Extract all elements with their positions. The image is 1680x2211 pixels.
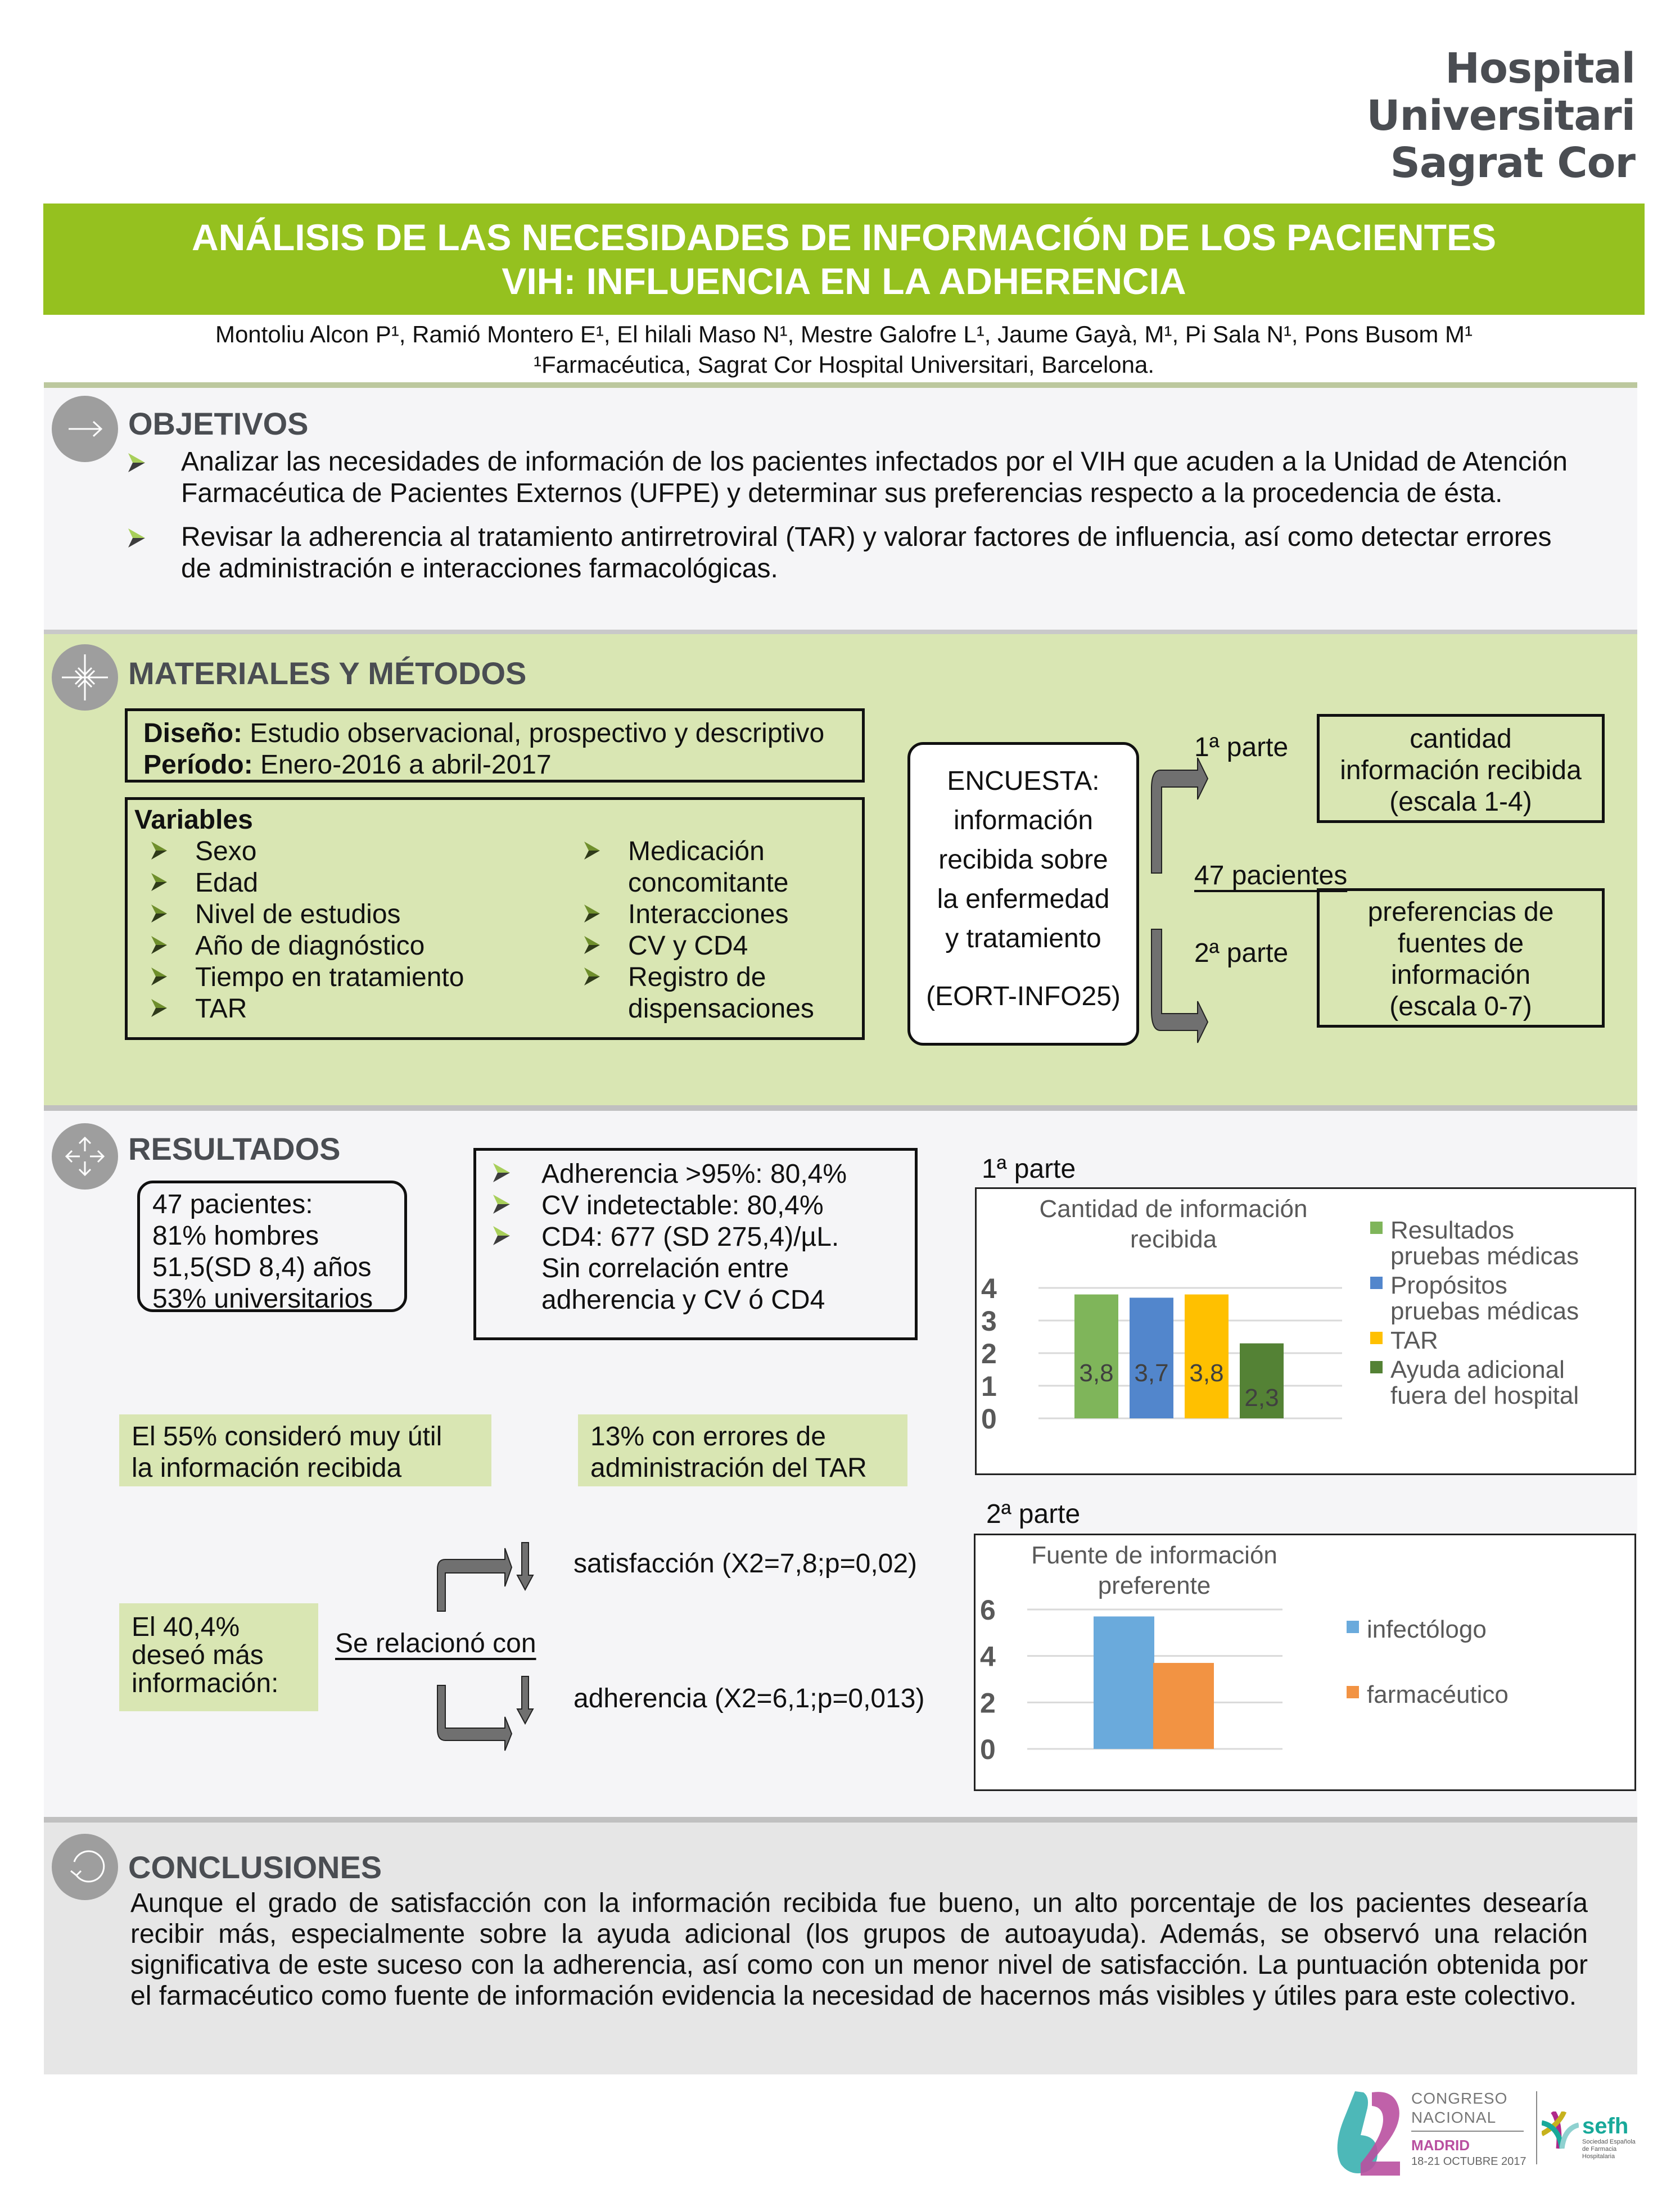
legend-label: pruebas médicas (1390, 1242, 1579, 1270)
periodo-label: Período: (143, 750, 253, 780)
y-tick-label: 0 (981, 1403, 997, 1435)
y-tick-label: 6 (980, 1594, 996, 1626)
deseo-box (119, 1603, 318, 1711)
deseo-line: deseó más (132, 1640, 264, 1670)
bullet-arrow-icon (151, 967, 167, 985)
demo-line: 53% universitarios (152, 1284, 373, 1314)
bullet-arrow-icon (151, 936, 167, 954)
data-label: 3,8 (1189, 1359, 1224, 1387)
y-tick-label: 4 (981, 1273, 997, 1304)
encuesta-box (907, 742, 1139, 1046)
section-resultados (44, 1105, 1637, 1817)
legend-label: pruebas médicas (1390, 1297, 1579, 1325)
box-line: cantidad (1410, 724, 1512, 754)
section-title: MATERIALES Y MÉTODOS (128, 655, 527, 691)
sefh-subtitle (1582, 2138, 1647, 2160)
objetivos-list (128, 446, 1568, 585)
y-tick-label: 2 (981, 1338, 997, 1369)
logo-divider (1536, 2091, 1537, 2164)
box-line: información (1390, 960, 1531, 990)
variable-label: Sexo (195, 837, 257, 866)
box-line: fuentes de (1397, 929, 1524, 958)
encuesta-line: la enfermedad (937, 884, 1110, 914)
y-tick-label: 3 (981, 1305, 997, 1337)
variable-label: Año de diagnóstico (195, 931, 425, 961)
objetivo-text: Analizar las necesidades de información de los pacientes infectados por el VIH que acuden a la Unidad de Atención Farmacéutica de Pacientes Externos (UFPE) y determinar sus preferencias respecto a la procedencia de ésta. (181, 447, 1568, 508)
bullet-arrow-icon (493, 1195, 510, 1214)
bullet-arrow-icon (151, 999, 167, 1017)
authors: Montoliu Alcon P¹, Ramió Montero E¹, El hilali Maso N¹, Mestre Galofre L¹, Jaume Gayà, M¹, Pi Sala N¹, Pons Busom M¹ (215, 321, 1473, 347)
clinical-item (493, 1190, 898, 1222)
legend-swatch (1347, 1686, 1359, 1698)
encuesta-line: información (953, 806, 1094, 835)
bullet-arrow-icon (128, 453, 145, 472)
variable-label: Edad (195, 868, 259, 898)
bullet-arrow-icon (584, 905, 600, 923)
diseno-value: Estudio observacional, prospectivo y descriptivo (242, 718, 825, 748)
logo-line-2: Universitari (1366, 92, 1635, 140)
demo-line: 51,5(SD 8,4) años (152, 1253, 372, 1282)
util-line: la información recibida (132, 1453, 402, 1483)
legend-swatch (1370, 1361, 1383, 1373)
flow-arrows-icon (1146, 747, 1213, 1050)
variable-label: Interacciones (628, 899, 789, 929)
title-line-2: VIH: INFLUENCIA EN LA ADHERENCIA (502, 260, 1186, 302)
variable-item (151, 899, 584, 930)
chart1-svg (977, 1189, 1634, 1473)
sefh-logo-icon (1542, 2111, 1579, 2149)
congreso-divider (1411, 2131, 1524, 2132)
errores-line: administración del TAR (590, 1453, 867, 1483)
arrows-outward-icon (52, 1123, 118, 1190)
variables-box (125, 797, 865, 1040)
congreso-62-logo (1333, 2091, 1406, 2176)
chart-title-line: recibida (1130, 1226, 1217, 1253)
preferencias-box (1317, 888, 1605, 1028)
deseo-line: información: (132, 1669, 279, 1698)
chart2-svg (976, 1535, 1634, 1789)
variable-label: Registro de dispensaciones (628, 962, 814, 1024)
variable-item (151, 836, 584, 867)
data-label: 2,3 (1244, 1384, 1279, 1412)
box-line: preferencias de (1367, 897, 1554, 927)
encuesta-line: recibida sobre (938, 845, 1108, 875)
data-label: 3,7 (1134, 1359, 1169, 1387)
poster-title (43, 204, 1645, 315)
bar (1130, 1297, 1173, 1418)
deseo-line: El 40,4% (132, 1612, 240, 1642)
variables-right (584, 836, 848, 1025)
chart2-parte-label: 2ª parte (986, 1499, 1081, 1529)
congreso-text (1411, 2089, 1507, 2127)
chart-fuente (974, 1534, 1636, 1791)
bar (1185, 1295, 1229, 1418)
variable-label: TAR (195, 994, 247, 1024)
bar (1153, 1663, 1214, 1749)
objetivo-item (128, 446, 1568, 509)
chart-cantidad (975, 1187, 1636, 1475)
legend-label: Propósitos (1390, 1272, 1507, 1299)
variable-item (151, 867, 584, 899)
parte1-label: 1ª parte (1194, 733, 1289, 762)
cycle-icon (52, 1834, 118, 1900)
arrow-right-icon (52, 396, 118, 462)
chart-title-line: Fuente de información (1031, 1541, 1277, 1569)
y-tick-label: 0 (980, 1734, 996, 1765)
variable-label: Nivel de estudios (195, 899, 401, 929)
encuesta-line: ENCUESTA: (947, 766, 1100, 796)
bullet-arrow-icon (151, 873, 167, 891)
congreso-dates: 18-21 OCTUBRE 2017 (1411, 2155, 1527, 2168)
errores-line: 13% con errores de (590, 1422, 826, 1452)
sefh-line-2: de Farmacia Hospitalaria (1582, 2146, 1617, 2160)
bar (1074, 1295, 1118, 1418)
title-line-1: ANÁLISIS DE LAS NECESIDADES DE INFORMACIÓN DE LOS PACIENTES (192, 216, 1496, 258)
variable-item (584, 899, 848, 930)
bullet-arrow-icon (493, 1163, 510, 1182)
chart-title-line: preferente (1098, 1572, 1211, 1599)
logo-line-1: Hospital (1445, 44, 1635, 93)
bullet-arrow-icon (584, 936, 600, 954)
variable-item (151, 962, 584, 993)
clinical-item (493, 1159, 898, 1190)
clinical-note: adherencia y CV ó CD4 (541, 1285, 825, 1315)
affiliation: ¹Farmacéutica, Sagrat Cor Hospital Universitari, Barcelona. (533, 351, 1155, 378)
conclusiones-text: Aunque el grado de satisfacción con la información recibida fue bueno, un alto porcentaje de los pacientes desearía recibir más, especialmente sobre la ayuda adicional (los grupos de autoayuda). Además, se observó una relación significativa de este suceso con la adherencia, así como con un menor nivel de satisfacción. La puntuación obtenida por el farmacéutico como fuente de información evidencia la necesidad de hacernos más visibles y útiles para este colectivo. (130, 1888, 1588, 2011)
cantidad-box (1317, 714, 1605, 823)
adherencia-result: adherencia (X2=6,1;p=0,013) (573, 1684, 925, 1713)
variables-left (134, 836, 584, 1025)
sefh-line-1: Sociedad Española (1582, 2138, 1636, 2145)
errores-box (578, 1414, 907, 1486)
variable-label: CV y CD4 (628, 931, 748, 961)
chart-title-line: Cantidad de información (1039, 1195, 1308, 1223)
encuesta-line: y tratamiento (945, 924, 1101, 953)
section-objetivos (44, 382, 1637, 632)
relacion-label: Se relacionó con (335, 1629, 536, 1658)
clinical-text: CV indetectable: 80,4% (541, 1191, 824, 1220)
box-line: información recibida (1340, 756, 1582, 785)
bullet-arrow-icon (151, 905, 167, 923)
variables-title: Variables (134, 805, 253, 835)
bullet-arrow-icon (151, 842, 167, 860)
variable-item (151, 930, 584, 962)
objetivo-item (128, 522, 1568, 585)
hospital-logo (1366, 45, 1635, 187)
util-line: El 55% consideró muy útil (132, 1422, 442, 1452)
y-tick-label: 1 (981, 1371, 997, 1402)
section-title: OBJETIVOS (128, 406, 309, 441)
variable-item (584, 836, 848, 899)
bullet-arrow-icon (493, 1226, 510, 1245)
congreso-line-2: NACIONAL (1411, 2109, 1497, 2126)
logo-line-3: Sagrat Cor (1390, 139, 1635, 187)
section-conclusiones (44, 1817, 1637, 2074)
legend-swatch (1347, 1621, 1359, 1633)
section-title: CONCLUSIONES (128, 1850, 382, 1885)
legend-label: TAR (1390, 1327, 1438, 1354)
data-label: 3,8 (1079, 1359, 1114, 1387)
demographics-box (137, 1181, 407, 1312)
chart1-parte-label: 1ª parte (982, 1154, 1076, 1184)
authors-block (43, 319, 1645, 380)
clinical-box (473, 1148, 918, 1340)
sefh-text: sefh (1582, 2114, 1629, 2138)
bullet-arrow-icon (128, 528, 145, 548)
parte2-label: 2ª parte (1194, 938, 1289, 968)
relation-arrows-icon (432, 1538, 567, 1763)
demo-line: 81% hombres (152, 1221, 319, 1251)
bar (1094, 1616, 1154, 1749)
box-line: (escala 1-4) (1389, 787, 1532, 817)
box-line: (escala 0-7) (1389, 992, 1532, 1021)
congreso-logo (1333, 2080, 1647, 2192)
legend-swatch (1370, 1277, 1383, 1289)
pacientes-label: 47 pacientes (1194, 861, 1348, 890)
legend-swatch (1370, 1332, 1383, 1344)
util-box (119, 1414, 491, 1486)
clinical-text: CD4: 677 (SD 275,4)/µL. (541, 1222, 839, 1252)
y-tick-label: 2 (980, 1687, 996, 1719)
legend-swatch (1370, 1222, 1383, 1234)
design-box (125, 708, 865, 783)
bullet-arrow-icon (584, 842, 600, 860)
clinical-note: Sin correlación entre (541, 1254, 789, 1283)
objetivo-text: Revisar la adherencia al tratamiento antirretroviral (TAR) y valorar factores de influencia, así como detectar errores de administración e interacciones farmacológicas. (181, 522, 1552, 584)
variable-label: Tiempo en tratamiento (195, 962, 464, 992)
legend-label: infectólogo (1367, 1616, 1487, 1643)
legend-label: fuera del hospital (1390, 1382, 1579, 1409)
section-title: RESULTADOS (128, 1131, 341, 1166)
clinical-text: Adherencia >95%: 80,4% (541, 1159, 847, 1189)
legend-label: Resultados (1390, 1217, 1515, 1244)
variable-item (584, 962, 848, 1025)
legend-label: Ayuda adicional (1390, 1356, 1565, 1383)
arrows-inward-icon (52, 644, 118, 711)
y-tick-label: 4 (980, 1640, 996, 1672)
encuesta-line: (EORT-INFO25) (926, 982, 1121, 1011)
variable-item (584, 930, 848, 962)
demo-line: 47 pacientes: (152, 1190, 313, 1219)
clinical-item (493, 1222, 898, 1253)
legend-label: farmacéutico (1367, 1681, 1509, 1708)
congreso-line-1: CONGRESO (1411, 2090, 1508, 2107)
variable-item (151, 993, 584, 1025)
periodo-value: Enero-2016 a abril-2017 (252, 750, 552, 780)
diseno-label: Diseño: (143, 718, 243, 748)
variable-label: Medicación concomitante (628, 837, 789, 898)
satisfaccion-result: satisfacción (X2=7,8;p=0,02) (573, 1549, 918, 1579)
section-materiales (44, 630, 1637, 1106)
bullet-arrow-icon (584, 967, 600, 985)
congreso-city: MADRID (1411, 2137, 1470, 2154)
